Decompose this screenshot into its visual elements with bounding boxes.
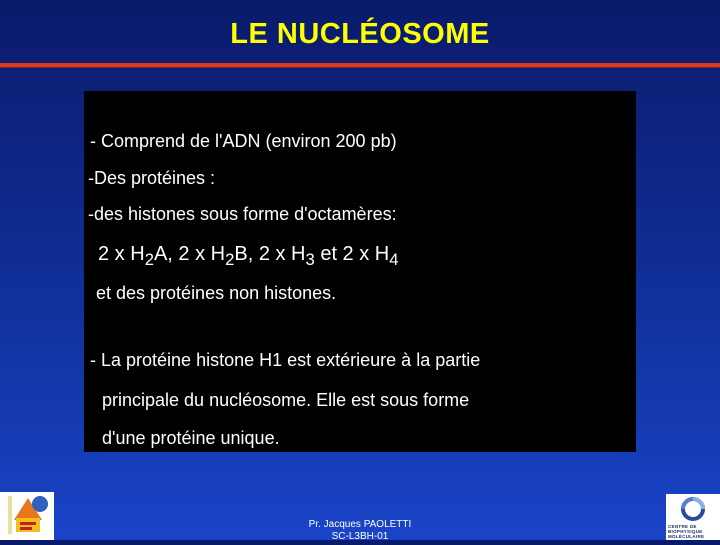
content-line-adn: - Comprend de l'ADN (environ 200 pb): [90, 131, 397, 151]
content-line-h1: - La protéine histone H1 est extérieure à la partie: [90, 350, 481, 370]
content-line-unique: d'une protéine unique.: [102, 428, 280, 448]
university-logo-icon: [0, 492, 54, 540]
formula-part: A, 2 x H: [153, 243, 226, 265]
cbm-logo: [666, 494, 720, 540]
formula-subscript: 2: [144, 250, 154, 269]
formula-subscript: 4: [389, 250, 399, 269]
university-logo: [0, 492, 54, 540]
formula-part: et 2 x H: [314, 243, 390, 265]
content-line-principal: principale du nucléosome. Elle est sous forme: [102, 390, 470, 410]
footer-code: SC-L3BH-01: [331, 531, 389, 542]
title-divider: [0, 63, 720, 67]
slide-title: LE NUCLÉOSOME: [230, 18, 490, 50]
formula-subscript: 3: [305, 250, 315, 269]
content-line-histones: -des histones sous forme d'octamères:: [88, 204, 397, 224]
content-line-non-histones: et des protéines non histones.: [96, 283, 337, 303]
footer-author: Pr. Jacques PAOLETTI: [308, 519, 412, 530]
cbm-logo-icon: [666, 494, 720, 524]
content-panel: [84, 91, 636, 452]
cbm-logo-text: CENTRE DE BIOPHYSIQUE MOLÉCULAIRE: [668, 524, 705, 539]
histone-formula: [98, 243, 399, 270]
formula-part: B, 2 x H: [234, 243, 306, 265]
formula-part: 2 x H: [98, 243, 145, 265]
content-line-proteins: -Des protéines :: [88, 168, 216, 188]
slide-footer: [300, 519, 420, 543]
formula-subscript: 2: [225, 250, 235, 269]
